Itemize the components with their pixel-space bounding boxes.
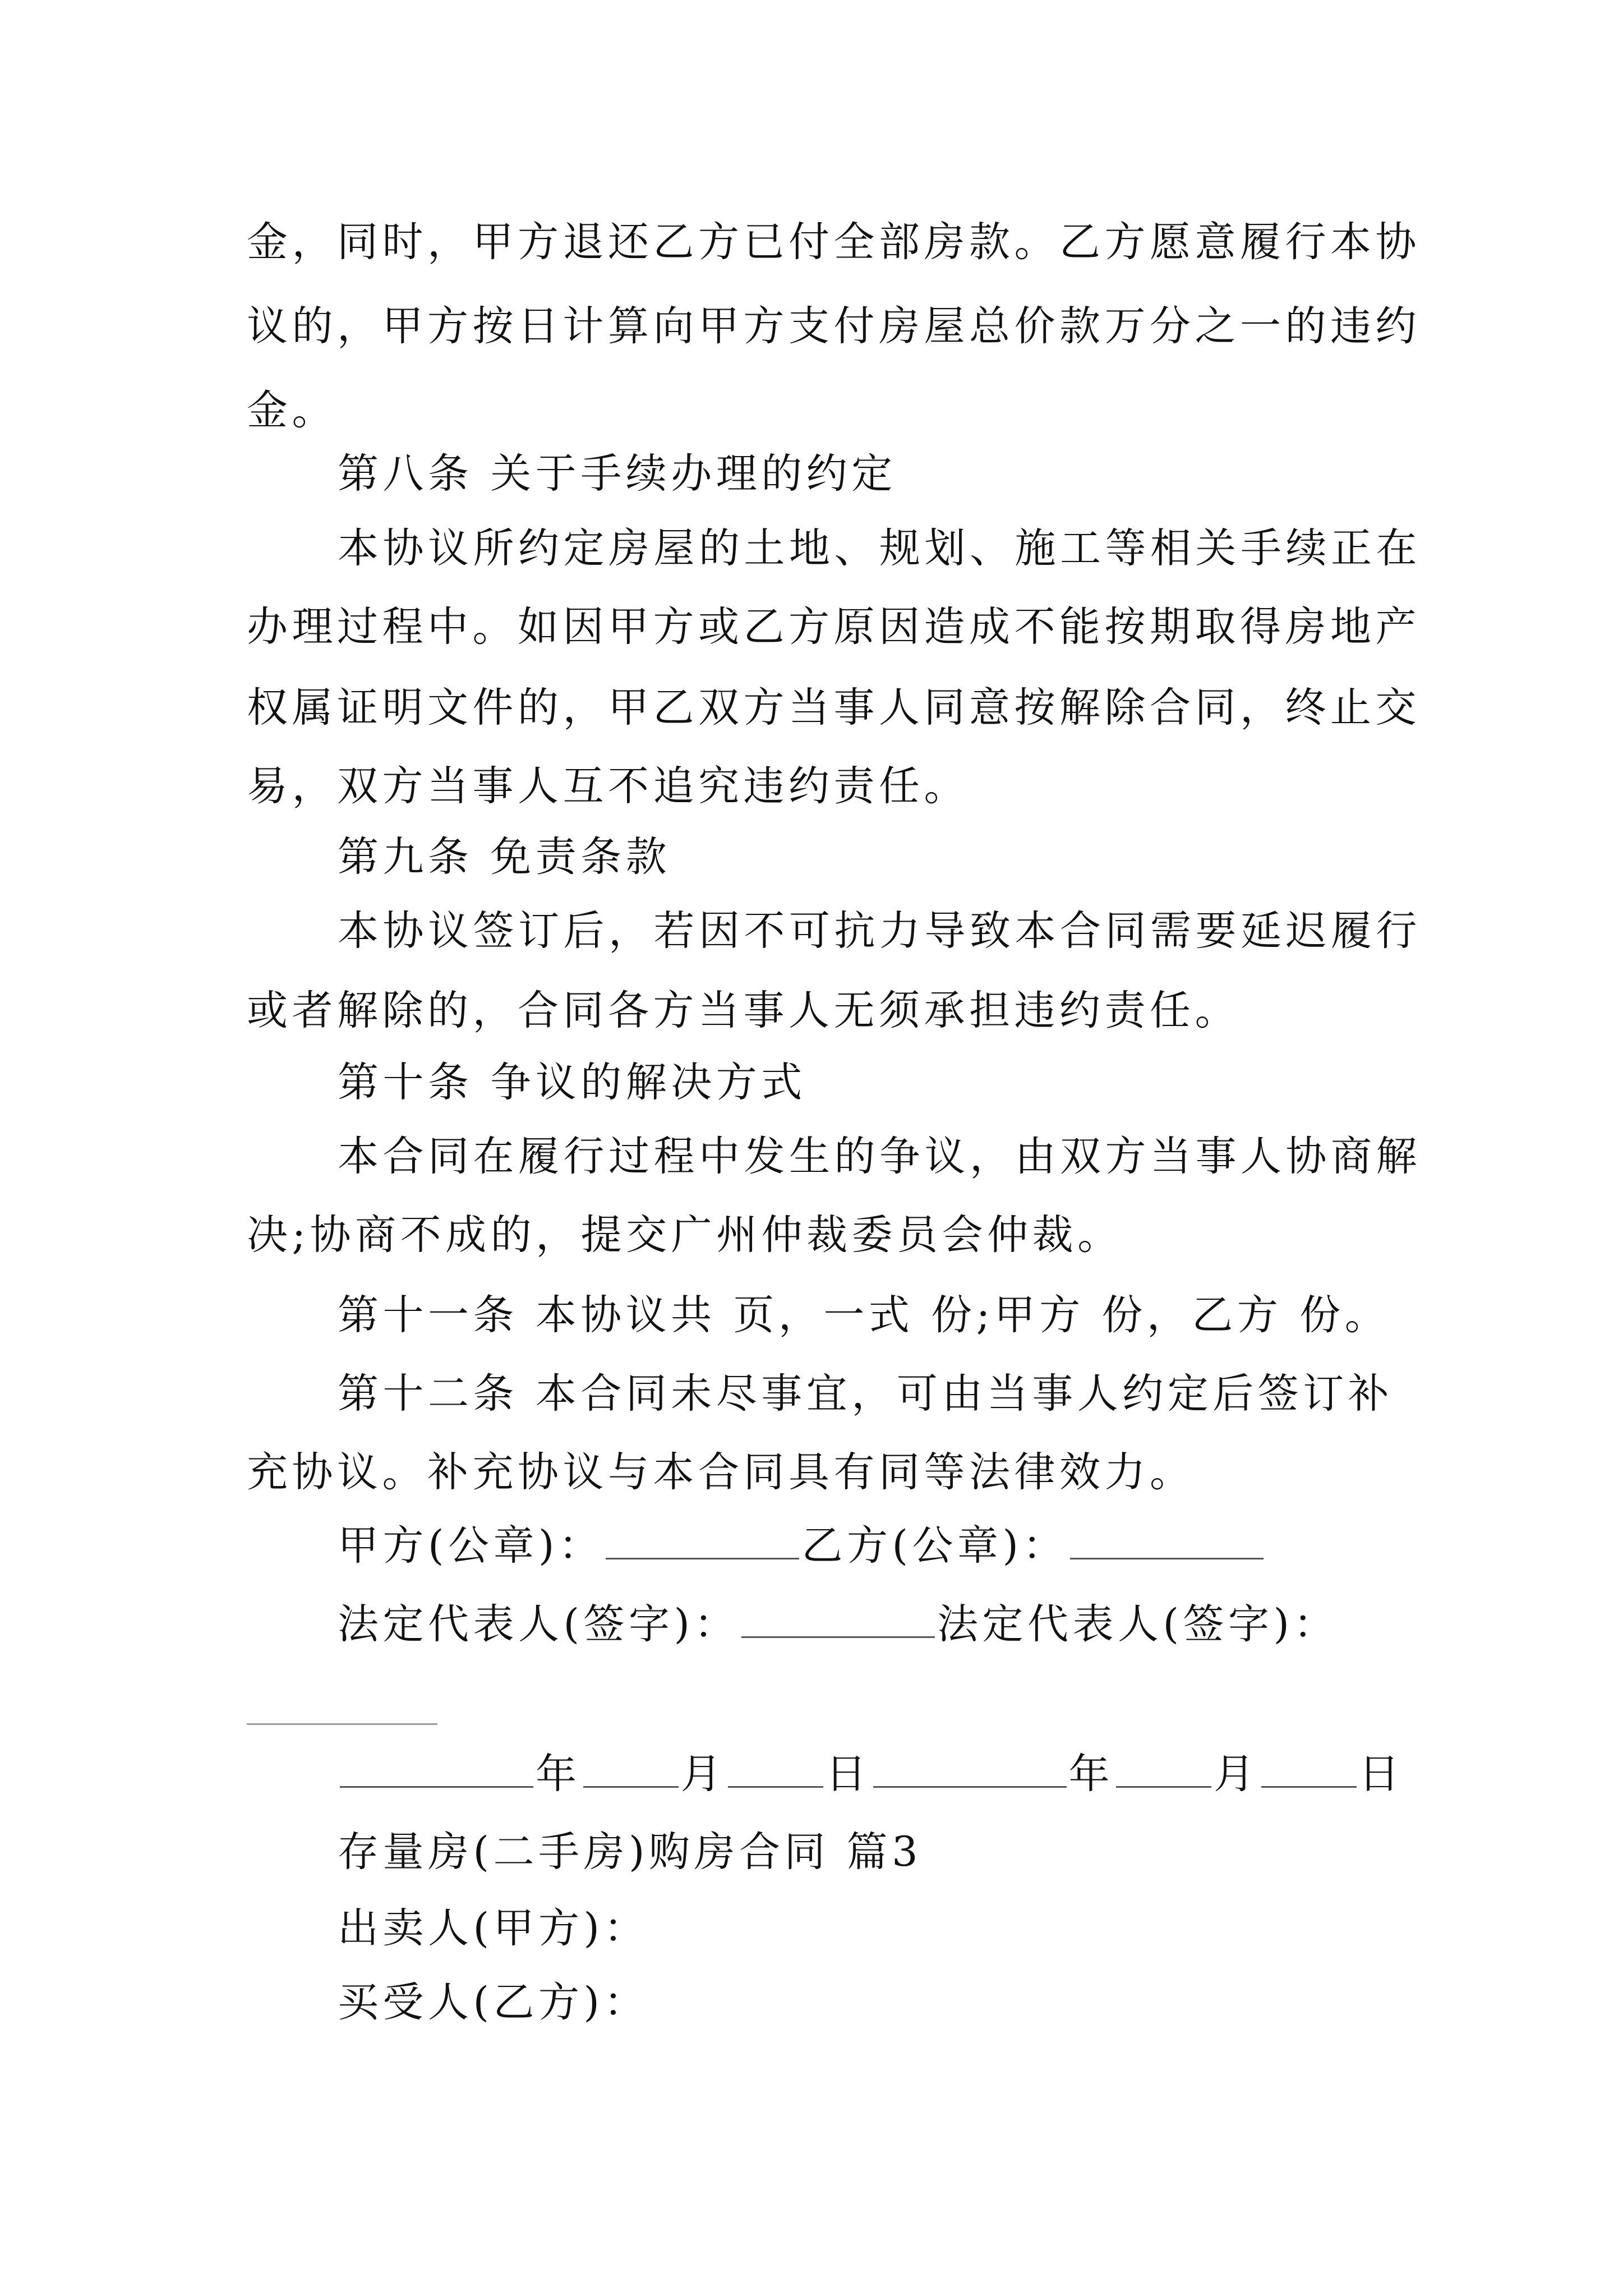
paragraph-line: 议的，甲方按日计算向甲方支付房屋总价款万分之一的违约 [247, 302, 1421, 350]
paragraph-line: 权属证明文件的，甲乙双方当事人同意按解除合同，终止交 [247, 684, 1421, 731]
party-a-seal-blank [606, 1517, 799, 1559]
day-b-label: 日 [1358, 1750, 1404, 1798]
article-line: 第十二条 本合同未尽事宜，可由当事人约定后签订补 [338, 1370, 1394, 1418]
paragraph-line: 本协议签订后，若因不可抗力导致本合同需要延迟履行 [338, 907, 1421, 955]
article-heading: 第十条 争议的解决方式 [338, 1059, 806, 1106]
buyer-line: 买受人(乙方)： [338, 1978, 649, 2026]
date-line [338, 1746, 1404, 1802]
article-line: 第十一条 本协议共 页，一式 份;甲方 份，乙方 份。 [338, 1291, 1390, 1339]
rep-a-label: 法定代表人(签字)： [338, 1600, 739, 1648]
rep-b-blank [247, 1723, 437, 1725]
day-a-label: 日 [826, 1750, 871, 1798]
paragraph-line: 本协议所约定房屋的土地、规划、施工等相关手续正在 [338, 524, 1421, 572]
year-b-label: 年 [1068, 1750, 1114, 1798]
day-a-blank [728, 1746, 823, 1788]
rep-a-blank [741, 1596, 935, 1638]
article-heading: 第九条 免责条款 [338, 833, 671, 881]
representative-line [338, 1596, 1339, 1653]
month-a-label: 月 [680, 1750, 726, 1798]
paragraph-line: 金，同时，甲方退还乙方已付全部房款。乙方愿意履行本协 [247, 218, 1421, 266]
party-b-seal-label: 乙方(公章)： [801, 1522, 1068, 1570]
paragraph-line: 或者解除的，合同各方当事人无须承担违约责任。 [247, 987, 1240, 1034]
paragraph-line: 办理过程中。如因甲方或乙方原因造成不能按期取得房地产 [247, 603, 1421, 651]
month-b-label: 月 [1214, 1750, 1259, 1798]
paragraph-line: 决;协商不成的，提交广州仲裁委员会仲裁。 [247, 1211, 1123, 1259]
article-heading: 第八条 关于手续办理的约定 [338, 450, 897, 498]
seal-line [338, 1517, 1266, 1574]
paragraph-line: 金。 [247, 386, 337, 434]
month-b-blank [1116, 1746, 1211, 1788]
party-b-seal-blank [1070, 1517, 1264, 1559]
paragraph-line: 充协议。补充协议与本合同具有同等法律效力。 [247, 1448, 1195, 1496]
year-a-blank [340, 1746, 533, 1788]
paragraph-line: 易，双方当事人互不追究违约责任。 [247, 762, 969, 810]
day-b-blank [1261, 1746, 1357, 1788]
party-a-seal-label: 甲方(公章)： [338, 1522, 604, 1570]
year-a-label: 年 [536, 1750, 581, 1798]
year-b-blank [873, 1746, 1067, 1788]
seller-line: 出卖人(甲方)： [338, 1904, 649, 1952]
paragraph-line: 本合同在履行过程中发生的争议，由双方当事人协商解 [338, 1133, 1421, 1180]
rep-b-label: 法定代表人(签字)： [937, 1600, 1339, 1648]
section-title: 存量房(二手房)购房合同 篇3 [338, 1828, 923, 1876]
month-a-blank [583, 1746, 679, 1788]
